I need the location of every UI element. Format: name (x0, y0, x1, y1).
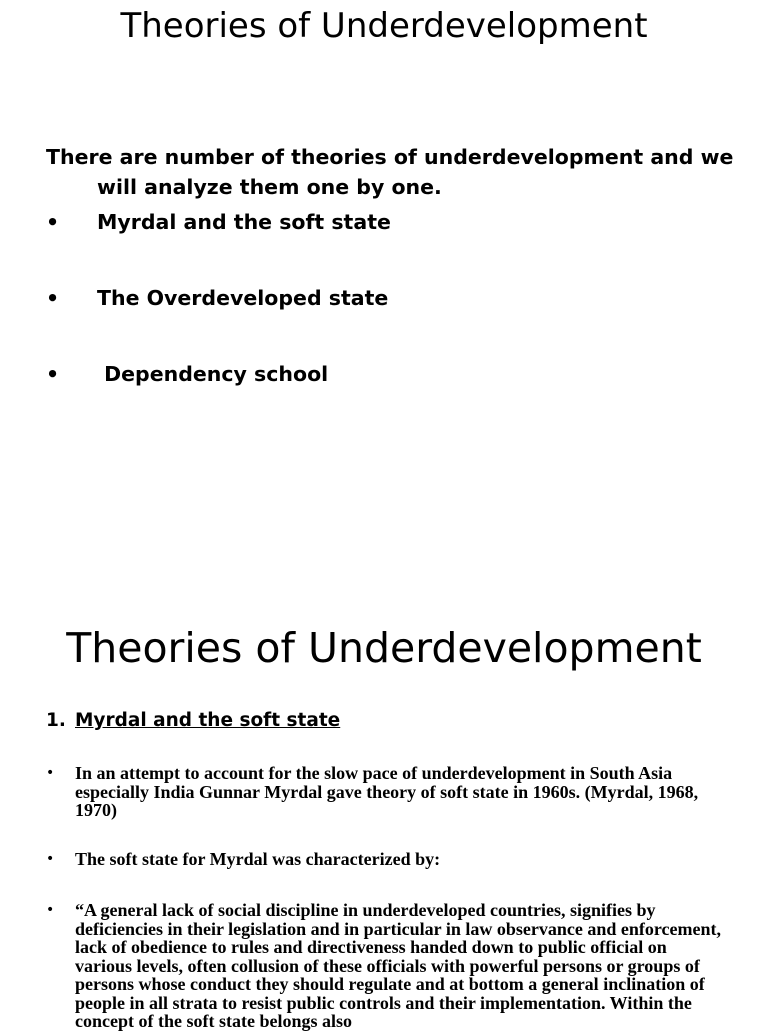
bullet-text: The soft state for Myrdal was characterized by: (75, 849, 441, 869)
slide-2 (0, 600, 768, 1031)
bullet-icon: • (46, 286, 60, 310)
bullet-icon: • (46, 362, 60, 386)
bullet-icon: • (46, 765, 55, 781)
bullet-icon: • (46, 851, 55, 867)
slide-2-title: Theories of Underdevelopment (66, 624, 702, 672)
section-number: 1. (46, 710, 66, 731)
slide-1-title: Theories of Underdevelopment (120, 6, 648, 46)
bullet-text: In an attempt to account for the slow pace of underdevelopment in South Asia especially India Gunnar Myrdal gave theory of soft state in 1960s. (Myrdal, 1968, 1970) (75, 763, 699, 820)
intro-paragraph (46, 142, 746, 202)
bullet-icon: • (46, 210, 60, 234)
intro-line-2: will analyze them one by one. (97, 175, 442, 199)
bullet-icon: • (46, 902, 55, 918)
bullet-text: Myrdal and the soft state (97, 210, 391, 234)
bullet-text: Dependency school (97, 362, 329, 386)
intro-line-1: There are number of theories of underdevelopment and we (46, 145, 734, 169)
section-label: Myrdal and the soft state (75, 710, 341, 731)
bullet-text: “A general lack of social discipline in underdeveloped countries, signifies by deficiencies in their legislation and in particular in law observance and enforcement, lack of obedience to rules and directiveness handed down to public official on various levels, often collusion of these officials with powerful persons or groups of persons whose conduct they should regulate and at bottom a general inclination of people in all strata to resist public controls and their implementation. Within the concept of the soft state belongs also (75, 900, 721, 1031)
bullet-text: The Overdeveloped state (97, 286, 389, 310)
